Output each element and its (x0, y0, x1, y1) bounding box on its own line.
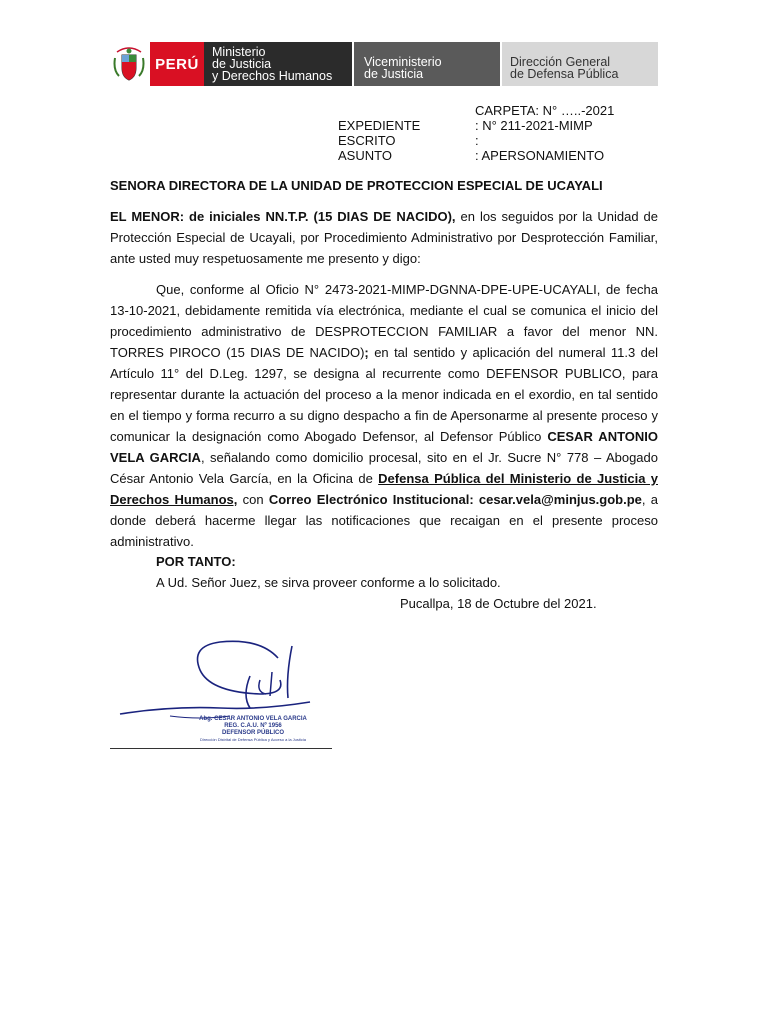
signature-line (110, 748, 332, 749)
ministry-line3: y Derechos Humanos (212, 69, 333, 83)
body-p4: con (237, 492, 269, 507)
signature-area (110, 636, 332, 748)
ministry-line2: de Justicia (212, 57, 272, 71)
peru-label: PERÚ (150, 42, 204, 86)
escrito-label: ESCRITO (338, 133, 396, 148)
body-p2: en tal sentido y aplicación del numeral 11.3 del Artículo 11° del D.Leg. 1297, se designa al recurrente como DEFENSOR PUBLICO, para representar durante la actuación del proceso a la menor indicada en el exordio, en tal sentido en el tiempo y forma recurro a su digno despacho a fin de Apersonarme al presente proceso y comunicar la designación como Abogado Defensor, al Defensor Público (110, 345, 658, 444)
institutional-email: Correo Electrónico Institucional: cesar.vela@minjus.gob.pe (268, 492, 642, 507)
expediente-value: : N° 211-2021-MIMP (475, 118, 593, 133)
vice-line2: de Justicia (364, 67, 424, 81)
ministry-line1: Ministerio (212, 45, 266, 59)
letterhead (108, 42, 658, 86)
ministry-name (204, 42, 352, 86)
addressee: SENORA DIRECTORA DE LA UNIDAD DE PROTECCION ESPECIAL DE UCAYALI (110, 178, 603, 193)
body-p5: , a donde deberá hacerme llegar las notificaciones que recaigan en el presente proceso administrativo. (110, 492, 658, 549)
expediente-label: EXPEDIENTE (338, 118, 421, 133)
escrito-value: : (475, 133, 479, 148)
stamp-line3: DEFENSOR PÚBLICO (221, 730, 284, 736)
place-date: Pucallpa, 18 de Octubre del 2021. (400, 596, 597, 611)
office-name: Defensa Pública del Ministerio de Justicia y Derechos Humanos, (110, 471, 658, 507)
lawyer-stamp (178, 716, 328, 742)
vice-line1: Viceministerio (364, 55, 442, 69)
dg-line1: Dirección General (510, 55, 611, 69)
intro-text: en los seguidos por la Unidad de Protección Especial de Ucayali, por Procedimiento Administrativo por Desprotección Familiar, ante usted muy respetuosamente me presento y digo: (110, 209, 658, 266)
viceministry-name (352, 42, 500, 86)
intro-paragraph (110, 206, 658, 269)
por-tanto-heading: POR TANTO: (156, 554, 236, 569)
directorate-name (500, 42, 658, 86)
body-p3: , señalando como domicilio procesal, sito en el Jr. Sucre N° 778 – Abogado César Antonio Vela García, en la Oficina de (110, 450, 658, 486)
asunto-label: ASUNTO (338, 148, 392, 163)
carpeta-number: CARPETA: N° …..-2021 (475, 103, 615, 118)
intro-bold: EL MENOR: de iniciales NN.T.P. (15 DIAS DE NACIDO), (110, 209, 456, 224)
stamp-line4: Dirección Distrital de Defensa Pública y Acceso a la Justicia (199, 737, 307, 742)
body-p1: Que, conforme al Oficio N° 2473-2021-MIMP-DGNNA-DPE-UPE-UCAYALI, de fecha 13-10-2021, debidamente remitida vía electrónica, mediante el cual se comunica el inicio del procedimiento administrativo de DESPROTECCION FAMILIAR a favor del menor NN. TORRES PIROCO (15 DIAS DE NACIDO) (110, 282, 658, 360)
asunto-value: : APERSONAMIENTO (475, 148, 605, 163)
body-semicolon: ; (364, 345, 369, 360)
closing-request: A Ud. Señor Juez, se sirva proveer conforme a lo solicitado. (156, 575, 501, 590)
stamp-line1: Abg. CESAR ANTONIO VELA GARCIA (199, 716, 307, 722)
body-paragraph (110, 279, 658, 552)
dg-line2: de Defensa Pública (510, 67, 619, 81)
stamp-line2: REG. C.A.U. Nº 1956 (224, 723, 282, 729)
defender-name: CESAR ANTONIO VELA GARCIA (110, 429, 659, 465)
coat-of-arms-icon (108, 42, 150, 86)
